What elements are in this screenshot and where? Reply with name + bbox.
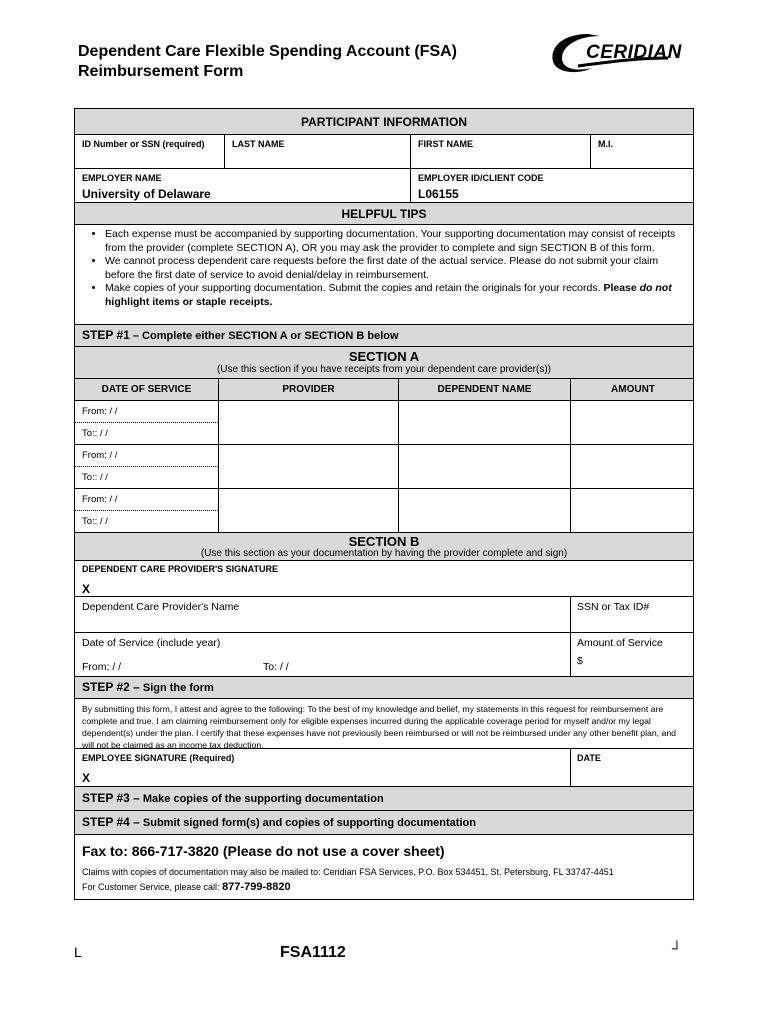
employee-signature-label: EMPLOYEE SIGNATURE (Required) (82, 753, 235, 763)
section-b-heading: SECTION B (348, 534, 420, 549)
tip-item-3-donot: do not (639, 282, 672, 294)
tip-item-2: • We cannot process dependent care requests before the first date of the actual service. Please do not submit your claim before the first date of service to avoid denial/delay in reimbursement. (105, 255, 687, 282)
provider-signature-x: X (82, 582, 91, 596)
form-title-line2: Reimbursement Form (78, 63, 244, 80)
entry-1-dependent[interactable] (399, 401, 571, 444)
entry-1-amount[interactable] (571, 401, 695, 444)
participant-heading: PARTICIPANT INFORMATION (301, 115, 467, 129)
reimbursement-form (74, 108, 694, 900)
employer-id-label: EMPLOYER ID/CLIENT CODE (418, 173, 544, 183)
section-a-heading-bar (75, 347, 693, 379)
step1-heading (82, 328, 399, 342)
entry-2-from: From: / / (82, 450, 118, 461)
service-amount-field[interactable] (571, 633, 695, 676)
section-a-entry-3 (75, 489, 693, 533)
first-name-field[interactable] (411, 135, 591, 168)
step2-bar (75, 677, 693, 699)
step1-bar (75, 325, 693, 347)
entry-2-date-cell[interactable] (75, 445, 219, 488)
service-date-field[interactable] (75, 633, 571, 676)
employer-id-value: L06155 (418, 187, 459, 201)
tips-heading: HELPFUL TIPS (341, 207, 427, 221)
step4-heading (82, 815, 476, 829)
service-phone: 877-799-8820 (222, 881, 291, 893)
col-dependent-label: DEPENDENT NAME (437, 384, 532, 395)
provider-signature-label: DEPENDENT CARE PROVIDER'S SIGNATURE (82, 564, 278, 574)
col-provider (219, 379, 399, 400)
section-a-entry-1 (75, 401, 693, 445)
provider-ssn-field[interactable] (571, 597, 695, 632)
last-name-field[interactable] (225, 135, 411, 168)
step4-text: Submit signed form(s) and copies of supporting documentation (139, 817, 476, 829)
step3-heading (82, 791, 384, 805)
section-a-subheading: (Use this section if you have receipts from your dependent care provider(s)) (216, 364, 552, 375)
employee-date-field[interactable] (571, 749, 695, 786)
mi-field[interactable] (591, 135, 695, 168)
service-label: For Customer Service, please call: (82, 882, 223, 892)
employee-signature-field[interactable] (75, 749, 571, 786)
provider-ssn-label: SSN or Tax ID# (577, 601, 650, 613)
tip-item-3-text: Make copies of your supporting documentation. Submit the copies and retain the originals for your records. (105, 282, 604, 294)
tips-heading-bar (75, 203, 693, 225)
entry-3-from: From: / / (82, 494, 118, 505)
entry-3-date-cell[interactable] (75, 489, 219, 532)
footer-left-mark: L (74, 944, 82, 960)
employee-signature-row (75, 749, 693, 787)
employer-name-field[interactable] (75, 169, 411, 202)
col-amount (571, 379, 695, 400)
form-title-line1: Dependent Care Flexible Spending Account (FSA) (78, 43, 457, 60)
col-amount-label: AMOUNT (611, 384, 655, 395)
section-a-entry-2 (75, 445, 693, 489)
tip-item-3 (105, 282, 687, 309)
id-label: ID Number or SSN (required) (82, 139, 205, 149)
fax-line: Fax to: 866-717-3820 (Please do not use a cover sheet) (82, 843, 445, 859)
participant-name-row (75, 135, 693, 169)
entry-2-dependent[interactable] (399, 445, 571, 488)
service-line (82, 881, 291, 893)
provider-name-field[interactable] (75, 597, 571, 632)
tip-item-3-please: Please (603, 282, 640, 294)
first-name-label: FIRST NAME (418, 139, 473, 149)
col-date-of-service (75, 379, 219, 400)
id-field[interactable] (75, 135, 225, 168)
entry-3-to: To:: / / (82, 516, 108, 527)
entry-1-date-cell[interactable] (75, 401, 219, 444)
employer-id-field[interactable] (411, 169, 695, 202)
step2-text: Sign the form (139, 682, 214, 694)
section-a-header-row (75, 379, 693, 401)
attestation-text: By submitting this form, I attest and agree to the following: To the best of my knowledge and belief, my statements in this request for reimbursement are complete and true. I am claiming reimbursement only for eligible expenses incurred during the applicable coverage period for myself and/or my legal dependent(s) under the plan. I certify that these expenses have not previously been reimbursed or will not be reimbursed under any other benefit plan, and will not be claimed as an income tax deduction. (75, 699, 693, 749)
step3-bar (75, 787, 693, 811)
entry-1-provider[interactable] (219, 401, 399, 444)
logo-text: CERIDIAN (586, 42, 682, 63)
employer-row (75, 169, 693, 203)
col-dependent-name (399, 379, 571, 400)
employee-signature-x: X (82, 771, 91, 785)
tip-item-1: • Each expense must be accompanied by supporting documentation. Your supporting documentation may consist of receipts from the provider (complete SECTION A), OR you may ask the provider to complete and sign SECTION B of this form. (105, 228, 687, 255)
service-date-row (75, 633, 693, 677)
entry-2-provider[interactable] (219, 445, 399, 488)
entry-3-provider[interactable] (219, 489, 399, 532)
tips-list (75, 225, 693, 325)
employee-date-label: DATE (577, 753, 601, 763)
participant-heading-bar (75, 109, 693, 135)
entry-1-to: To:: / / (82, 428, 108, 439)
section-a-heading: SECTION A (348, 349, 420, 364)
step2-heading (82, 680, 214, 694)
service-date-from: From: / / (82, 661, 122, 673)
entry-2-amount[interactable] (571, 445, 695, 488)
step1-label: STEP #1 (82, 328, 130, 342)
provider-signature-row[interactable] (75, 561, 693, 597)
service-date-to: To: / / (263, 661, 289, 673)
provider-name-label: Dependent Care Provider's Name (82, 601, 240, 613)
employer-name-label: EMPLOYER NAME (82, 173, 162, 183)
provider-name-row (75, 597, 693, 633)
mi-label: M.I. (598, 139, 613, 149)
entry-1-from: From: / / (82, 406, 118, 417)
tip-item-3-rest: highlight items or staple receipts. (105, 295, 273, 308)
entry-3-dependent[interactable] (399, 489, 571, 532)
service-date-label: Date of Service (include year) (82, 637, 221, 649)
service-amount-dollar: $ (577, 655, 583, 667)
col-date-label: DATE OF SERVICE (101, 384, 192, 395)
form-title (78, 42, 457, 82)
mail-line: Claims with copies of documentation may also be mailed to: Ceridian FSA Services, P.O. Box 534451, St. Petersburg, FL 33747-4451 (82, 867, 614, 877)
col-provider-label: PROVIDER (282, 384, 335, 395)
entry-3-amount[interactable] (571, 489, 695, 532)
footer-form-code: FSA1112 (280, 944, 346, 961)
last-name-label: LAST NAME (232, 139, 285, 149)
entry-2-to: To:: / / (82, 472, 108, 483)
step3-label: STEP #3 – (82, 791, 140, 805)
footer-right-mark: ┘ (672, 940, 682, 956)
section-b-subheading: (Use this section as your documentation by having the provider complete and sign) (200, 548, 568, 559)
fax-section (75, 835, 693, 899)
step4-bar (75, 811, 693, 835)
step3-text: Make copies of the supporting documentation (139, 793, 384, 805)
step1-text: – Complete either SECTION A or SECTION B below (129, 330, 399, 342)
service-amount-label: Amount of Service (577, 637, 663, 649)
step4-label: STEP #4 – (82, 815, 140, 829)
employer-name-value: University of Delaware (82, 187, 211, 201)
step2-label: STEP #2 – (82, 680, 140, 694)
section-b-heading-bar (75, 533, 693, 561)
